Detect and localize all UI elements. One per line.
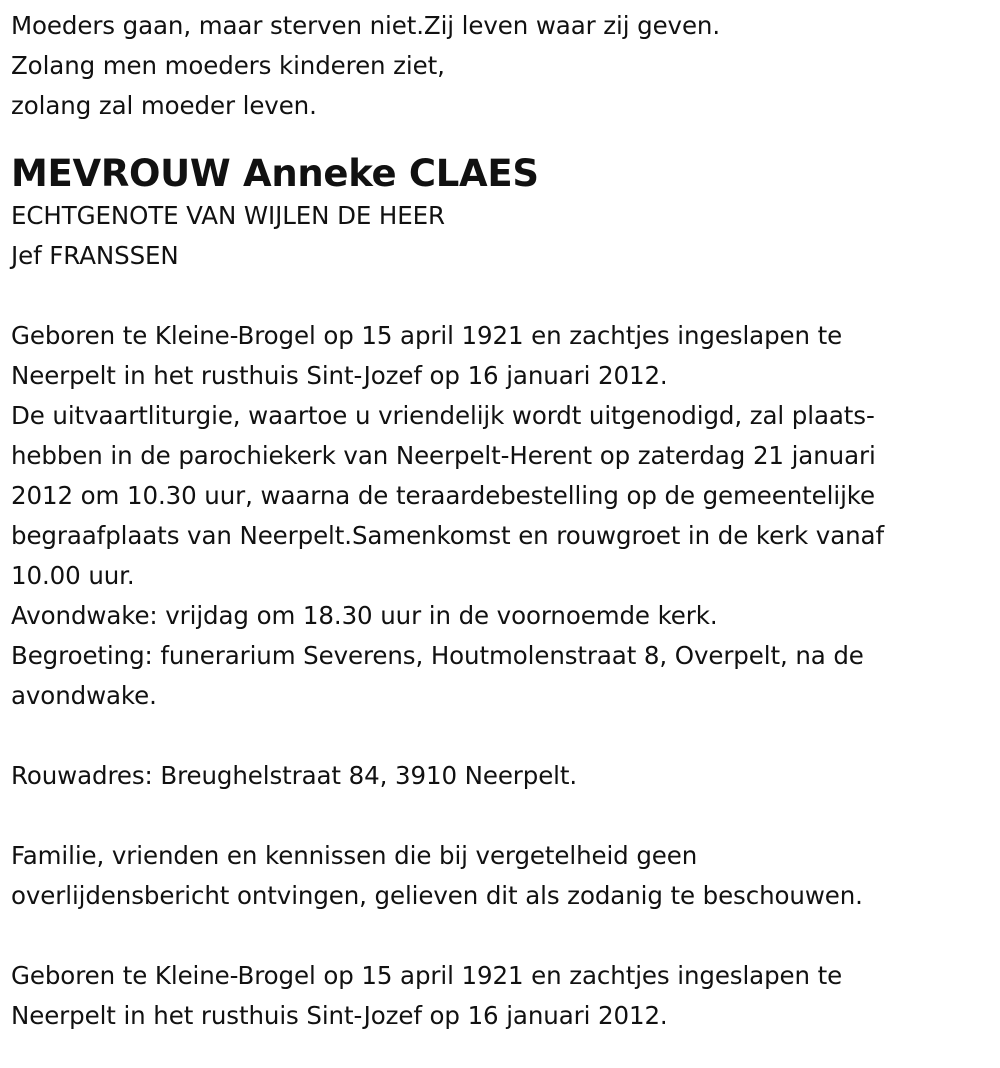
announcement-line: Geboren te Kleine-Brogel op 15 april 1921 en zachtjes ingeslapen te bbox=[11, 321, 843, 350]
repeat-announcement bbox=[11, 956, 991, 1036]
poem-line: Zolang men moeders kinderen ziet, bbox=[11, 51, 445, 80]
notice-line: Familie, vrienden en kennissen die bij vergetelheid geen bbox=[11, 841, 698, 870]
poem bbox=[11, 6, 991, 126]
announcement-line: Avondwake: vrijdag om 18.30 uur in de voornoemde kerk. bbox=[11, 601, 718, 630]
announcement-line: 10.00 uur. bbox=[11, 561, 135, 590]
repeat-line: Geboren te Kleine-Brogel op 15 april 1921 en zachtjes ingeslapen te bbox=[11, 961, 843, 990]
poem-line: zolang zal moeder leven. bbox=[11, 91, 317, 120]
notice bbox=[11, 836, 991, 916]
announcement-line: 2012 om 10.30 uur, waarna de teraardebestelling op de gemeentelijke bbox=[11, 481, 875, 510]
announcement bbox=[11, 316, 991, 716]
deceased-name: MEVROUW Anneke CLAES bbox=[11, 152, 539, 195]
mourning-address: Rouwadres: Breughelstraat 84, 3910 Neerpelt. bbox=[11, 761, 578, 790]
announcement-line: Begroeting: funerarium Severens, Houtmolenstraat 8, Overpelt, na de bbox=[11, 641, 864, 670]
notice-line: overlijdensbericht ontvingen, gelieven dit als zodanig te beschouwen. bbox=[11, 881, 863, 910]
announcement-line: avondwake. bbox=[11, 681, 157, 710]
spouse-label: ECHTGENOTE VAN WIJLEN DE HEER bbox=[11, 201, 445, 230]
repeat-line: Neerpelt in het rusthuis Sint-Jozef op 16 januari 2012. bbox=[11, 1001, 668, 1030]
announcement-line: hebben in de parochiekerk van Neerpelt-Herent op zaterdag 21 januari bbox=[11, 441, 876, 470]
obituary-document bbox=[11, 0, 991, 1036]
poem-line: Moeders gaan, maar sterven niet.Zij leven waar zij geven. bbox=[11, 11, 721, 40]
announcement-line: begraafplaats van Neerpelt.Samenkomst en rouwgroet in de kerk vanaf bbox=[11, 521, 884, 550]
spouse-name: Jef FRANSSEN bbox=[11, 241, 179, 270]
announcement-line: De uitvaartliturgie, waartoe u vriendelijk wordt uitgenodigd, zal plaats- bbox=[11, 401, 875, 430]
announcement-line: Neerpelt in het rusthuis Sint-Jozef op 16 januari 2012. bbox=[11, 361, 668, 390]
